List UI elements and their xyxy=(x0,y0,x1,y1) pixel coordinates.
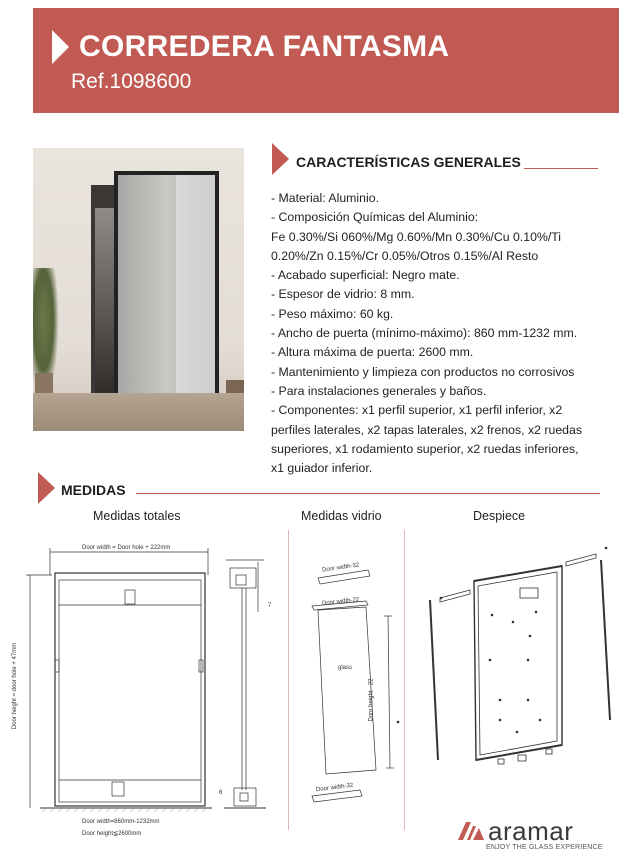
product-reference: Ref.1098600 xyxy=(71,70,192,93)
feature-line: - Espesor de vidrio: 8 mm. xyxy=(271,287,415,302)
feature-line: - Composición Químicas del Aluminio: xyxy=(271,210,479,225)
aramar-logo-icon xyxy=(458,822,486,840)
brand-name: aramar xyxy=(488,816,574,846)
feature-line: Fe 0.30%/Si 060%/Mg 0.60%/Mn 0.30%/Cu 0.10%/Ti xyxy=(271,229,562,244)
glass-bottom-width: Door width-32 xyxy=(315,782,354,794)
col-title-totales: Medidas totales xyxy=(93,509,181,523)
feature-line: - Peso máximo: 60 kg. xyxy=(271,306,394,321)
col-title-despiece: Despiece xyxy=(473,509,526,523)
feature-line: - Mantenimiento y limpieza con productos no corrosivos xyxy=(271,364,575,379)
profile-top-dim: 7 xyxy=(268,603,272,609)
glass-top-width: Door width-32 xyxy=(321,562,360,574)
col-title-vidrio: Medidas vidrio xyxy=(301,509,382,523)
door-width-label: Door width = Door hole + 222mm xyxy=(82,545,171,551)
feature-line: - Para instalaciones generales y baños. xyxy=(271,383,487,398)
profile-bottom-dim: 6 xyxy=(219,790,223,796)
feature-line: - Componentes: x1 perfil superior, x1 perfil inferior, x2 xyxy=(271,403,563,418)
glass-label: glass xyxy=(338,665,353,671)
feature-line: - Material: Aluminio. xyxy=(271,191,379,205)
medidas-heading: MEDIDAS xyxy=(61,482,126,498)
feature-line: superiores, x1 rodamiento superior, x2 ruedas inferiores, xyxy=(271,441,579,456)
feature-line: - Acabado superficial: Negro mate. xyxy=(271,268,460,283)
door-width-range: Door width=860mm-1232mm xyxy=(82,819,160,825)
feature-line: - Ancho de puerta (mínimo-máximo): 860 mm-1232 mm. xyxy=(271,326,578,341)
glass-height-label: Door height - 22 xyxy=(368,678,375,722)
door-height-max: Door height≦2600mm xyxy=(82,831,142,837)
glass-mid-width: Door width-22 xyxy=(321,597,360,607)
feature-line: x1 guiador inferior. xyxy=(271,461,373,476)
feature-line: 0.20%/Zn 0.15%/Cr 0.05%/Otros 0.15%/Al Resto xyxy=(271,248,539,263)
door-height-label: Door height = door hole + 47mm xyxy=(12,642,19,730)
feature-line: - Altura máxima de puerta: 2600 mm. xyxy=(271,345,474,360)
brand-tagline: ENJOY THE GLASS EXPERIENCE xyxy=(486,844,603,851)
product-title: CORREDERA FANTASMA xyxy=(79,30,450,63)
features-heading: CARACTERÍSTICAS GENERALES xyxy=(296,154,521,170)
feature-line: perfiles laterales, x2 tapas laterales, x2 frenos, x2 ruedas xyxy=(271,422,583,437)
